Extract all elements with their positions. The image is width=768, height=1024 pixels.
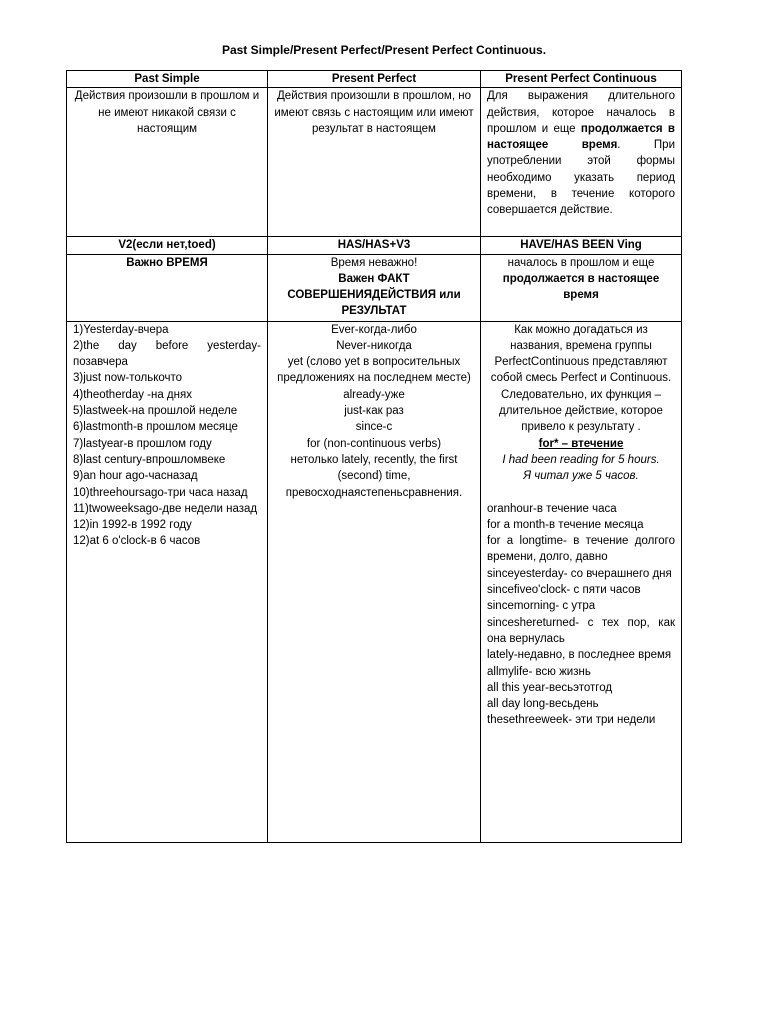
focus-pp-line2: Важен ФАКТ СОВЕРШЕНИЯДЕЙСТВИЯ или РЕЗУЛЬТАТ [287, 272, 461, 318]
focus-row [67, 254, 682, 321]
markers-ppc [481, 321, 682, 842]
markers-present-perfect [268, 321, 481, 842]
list-item: 2)the day before yesterday-позавчера [73, 339, 261, 369]
usage-ppc-text-1: Для выражения длительного действия, которое началось в прошлом и еще [487, 90, 675, 135]
usage-ppc-text-2: . При употреблении этой формы необходимо указать период времени, в течение которого совершается действие. [487, 139, 675, 217]
ppc-intro: Как можно догадаться из названия, времена группы PerfectContinuous представляют собой смесь Perfect и Continuous. Следовательно, их функция – длительное действие, которое привело к результату . [490, 323, 672, 434]
list-item: for a longtime- в течение долгого времени, долго, давно [487, 535, 675, 564]
list-item: 10)threehoursago-три часа назад [73, 486, 248, 499]
markers-row [67, 321, 682, 842]
list-item: sinceyesterday- со вчерашнего дня [487, 567, 672, 580]
focus-pp-line1: Время неважно! [330, 256, 418, 269]
form-row [67, 237, 682, 254]
focus-ppc-bold: продолжается в настоящее время [502, 272, 660, 302]
list-item: 1)Yesterday-вчера [73, 323, 169, 336]
list-item: Ever-когда-либо [331, 323, 417, 336]
list-item: 4)theotherday -на днях [73, 388, 192, 401]
list-item: already-уже [343, 388, 405, 401]
form-present-perfect: HAS/HAS+V3 [268, 237, 481, 254]
focus-present-perfect [268, 254, 481, 321]
list-item: 9)an hour ago-часназад [73, 470, 198, 483]
usage-past-simple: Действия произошли в прошлом и не имеют никакой связи с настоящим [67, 88, 268, 237]
form-ppc: HAVE/HAS BEEN Ving [481, 237, 682, 254]
form-past-simple: V2(если нет,toed) [67, 237, 268, 254]
list-item: oranhour-в течение часа [487, 502, 617, 515]
list-item: 6)lastmonth-в прошлом месяце [73, 421, 238, 434]
list-item: since-с [355, 421, 393, 434]
list-item: 7)lastyear-в прошлом году [73, 437, 212, 450]
usage-ppc [481, 88, 682, 237]
page-title: Past Simple/Present Perfect/Present Perfect Continuous. [221, 43, 547, 57]
list-item: sinceshereturned- с тех пор, как она вернулась [487, 616, 675, 645]
list-item: just-как раз [344, 405, 404, 418]
list-item: for (non-continuous verbs) [306, 437, 442, 450]
list-item: 5)lastweek-на прошлой неделе [73, 405, 238, 418]
list-item: 11)twoweeksago-две недели назад [73, 502, 258, 515]
list-item: 12)in 1992-в 1992 году [73, 519, 192, 532]
header-present-perfect: Present Perfect [268, 71, 481, 88]
list-item: 12)at 6 o'clock-в 6 часов [73, 535, 201, 548]
focus-past-simple: Важно ВРЕМЯ [67, 254, 268, 321]
header-past-simple: Past Simple [67, 71, 268, 88]
list-item: Never-никогда [336, 339, 412, 352]
usage-present-perfect: Действия произошли в прошлом, но имеют связь с настоящим или имеют результат в настоящем [268, 88, 481, 237]
list-item: thesethreeweek- эти три недели [487, 714, 656, 727]
ppc-example-en: I had been reading for 5 hours. [502, 453, 660, 466]
list-item: sincefiveo'clock- с пяти часов [487, 584, 641, 597]
list-item: allmylife- всю жизнь [487, 665, 591, 678]
list-item: 3)just now-толькочто [73, 372, 183, 385]
focus-ppc-text: началось в прошлом и еще [507, 256, 655, 269]
list-item: yet (слово yet в вопросительных предложениях на последнем месте) [277, 356, 471, 385]
usage-row [67, 88, 682, 237]
list-item: sincemorning- с утра [487, 600, 596, 613]
focus-ppc [481, 254, 682, 321]
list-item: превосходнаястепеньсравнения. [285, 486, 463, 499]
ppc-for-label: for* – втечение [538, 437, 624, 450]
spacer [487, 485, 675, 501]
markers-past-simple [67, 321, 268, 842]
list-item: 8)last century-впрошломвеке [73, 453, 226, 466]
header-row [67, 71, 682, 88]
tenses-table [66, 70, 682, 843]
list-item: all this year-весьэтотгод [487, 681, 613, 694]
header-present-perfect-continuous: Present Perfect Continuous [481, 71, 682, 88]
list-item: all day long-весьдень [487, 698, 599, 711]
list-item: нетолько lately, recently, the first (second) time, [290, 453, 458, 483]
ppc-example-ru: Я читал уже 5 часов. [523, 470, 639, 483]
list-item: lately-недавно, в последнее время [487, 649, 672, 662]
usage-ppc-bold: продолжается в настоящее время [487, 122, 675, 152]
list-item: for a month-в течение месяца [487, 518, 644, 531]
